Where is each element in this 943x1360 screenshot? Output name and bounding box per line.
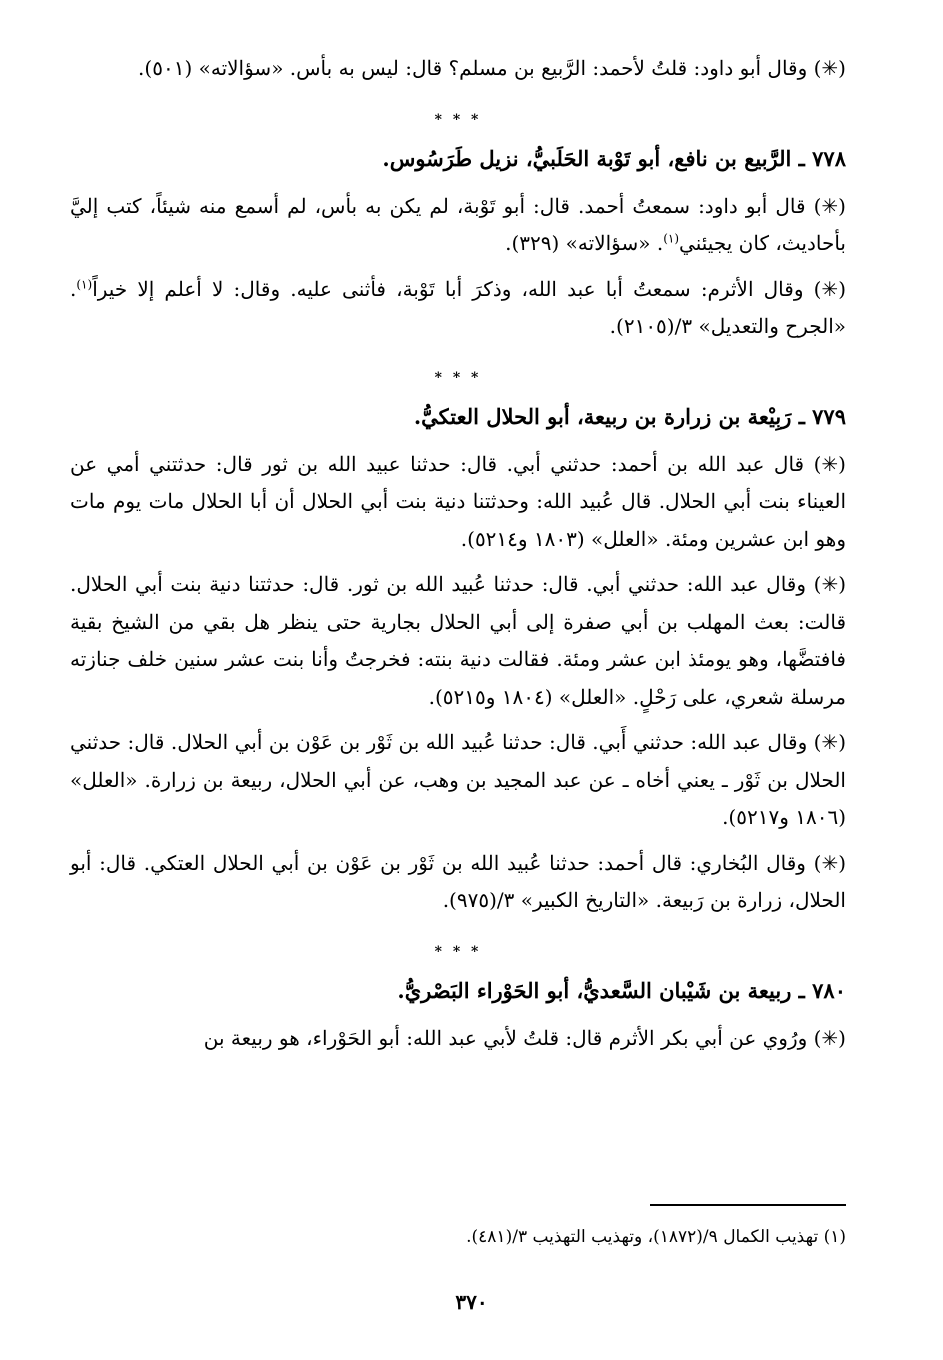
block-text: ٧٨٠ ـ ربيعة بن شَيْبان السَّعديُّ، أبو الحَوْراء البَصْريُّ. xyxy=(397,977,846,1003)
entry-heading xyxy=(70,974,846,1008)
block-text: (✳) وقال أبو داود: قلتُ لأحمد: الرَّبيع بن مسلم؟ قال: ليس به بأس. «سؤالاته» (٥٠١). xyxy=(138,56,846,80)
entry-paragraph xyxy=(70,271,846,346)
section-separator xyxy=(70,110,846,130)
page-number: ٣٧٠ xyxy=(455,1290,488,1314)
block-text: (✳) وقال عبد الله: حدثني أبي. قال: حدثنا عُبيد الله بن ثور. قال: حدثتنا دنية بنت أبي الحلال. قالت: بعث المهلب بن أبي صفرة إلى أبي الحلال بجارية حتى ينظر هل بقي من الشيخ بقية فافتضَّها، وهو يومئذ ابن عشر ومئة. فقالت دنية بنته: فخرجتُ وأنا بنت عشر سنين خلف جنازته مرسلة شعري، على رَحْلٍ. «العلل» (١٨٠٤ و٥٢١٥). xyxy=(70,572,847,709)
footnote-divider xyxy=(650,1204,846,1206)
page-body xyxy=(70,50,846,1057)
block-text: (✳) ورُوي عن أبي بكر الأثرم قال: قلتُ لأبي عبد الله: أبو الحَوْراء، هو ربيعة بن xyxy=(203,1025,846,1050)
block-citation: . «سؤالاته» (٣٢٩). xyxy=(505,231,664,255)
entry-paragraph xyxy=(70,446,846,559)
footnote-marker: (١) xyxy=(663,231,680,246)
block-citation: . «الجرح والتعديل» ٣/(٢١٠٥). xyxy=(70,276,846,338)
entry-paragraph xyxy=(70,566,846,716)
block-text: * * * xyxy=(434,943,482,960)
entry-paragraph xyxy=(70,188,846,263)
entry-heading xyxy=(70,400,846,434)
block-text: (✳) قال عبد الله بن أحمد: حدثني أبي. قال: حدثنا عبيد الله بن ثور قال: حدثتني أمي عن العيناء بنت أبي الحلال. قال عُبيد الله: وحدثتنا دنية بنت أبي الحلال أن أبا الحلال مات يوم مات وهو ابن عشرين ومئة. «العلل» (١٨٠٣ و٥٢١٤). xyxy=(70,451,846,551)
block-text: (✳) وقال الأثرم: سمعتُ أبا عبد الله، وذكرَ أبا تَوْبة، فأثنى عليه. وقال: لا أعلم إلا خيراً xyxy=(92,276,846,301)
entry-paragraph xyxy=(70,845,846,920)
section-separator xyxy=(70,368,846,388)
block-text: * * * xyxy=(434,369,482,386)
section-separator xyxy=(70,942,846,962)
block-text: (✳) قال أبو داود: سمعتُ أحمد. قال: أبو تَوْبة، لم يكن به بأس، لم أسمع منه شيئاً، كتب إليَّ بأحاديث، كان يجيئني xyxy=(70,193,846,255)
entry-paragraph xyxy=(70,1020,846,1058)
footnote: (١) تهذيب الكمال ٩/(١٨٧٢)، وتهذيب التهذيب ٣/(٤٨١). xyxy=(466,1227,846,1247)
entry-heading xyxy=(70,142,846,176)
block-text: ٧٧٩ ـ رَبِيْعة بن زرارة بن ربيعة، أبو الحلال العتكيُّ. xyxy=(413,403,846,429)
block-text: ٧٧٨ ـ الرَّبيع بن نافع، أبو تَوْبة الحَلَبيُّ، نزيل طَرَسُوس. xyxy=(382,145,846,171)
block-text: (✳) وقال البُخاري: قال أحمد: حدثنا عُبيد الله بن ثَوْر بن عَوْن بن أبي الحلال العتكي. قال: أبو الحلال، زرارة بن رَبيعة. «التاريخ الكبير» ٣/(٩٧٥). xyxy=(70,850,846,912)
entry-paragraph xyxy=(70,50,846,88)
entry-paragraph xyxy=(70,724,846,837)
block-text: (✳) وقال عبد الله: حدثني أَبي. قال: حدثنا عُبيد الله بن ثَوْر بن عَوْن بن أبي الحلال. قال: حدثني الحلال بن ثَوْر ـ يعني أخاه ـ عن عبد المجيد بن وهب، عن أبي الحلال، ربيعة بن زرارة. «العلل» (١٨٠٦ و٥٢١٧). xyxy=(70,730,846,829)
footnote-marker: (١) xyxy=(76,276,93,291)
block-text: * * * xyxy=(434,111,482,128)
